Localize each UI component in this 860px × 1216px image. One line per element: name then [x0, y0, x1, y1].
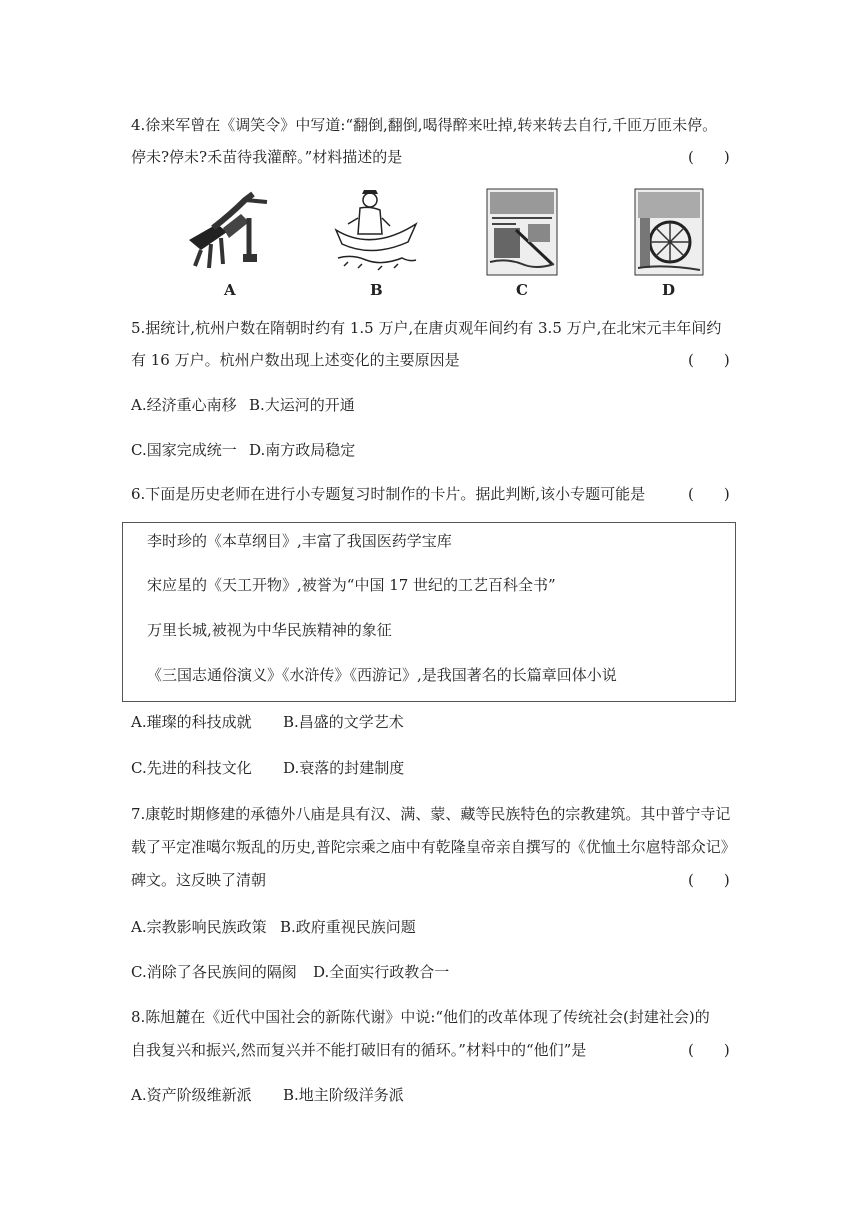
tall-waterwheel-icon	[634, 188, 704, 276]
q5-text-line1: 5.据统计,杭州户数在隋朝时约有 1.5 万户,在唐贞观年间约有 3.5 万户,在北宋元丰年间约	[131, 319, 722, 337]
q7-option-a: A.宗教影响民族政策	[131, 918, 267, 936]
q6-card-box	[122, 522, 736, 702]
q5-option-a: A.经济重心南移	[131, 396, 237, 414]
q6-answer-blank: ( )	[688, 485, 730, 503]
q4-image-c-label: C	[516, 281, 528, 299]
q4-answer-blank: ( )	[688, 148, 730, 166]
q8-option-a: A.资产阶级维新派	[131, 1086, 252, 1104]
q4-text-line2: 停未?停未?禾苗待我灌醉。”材料描述的是	[131, 148, 403, 166]
person-with-boat-tool-icon	[332, 188, 418, 276]
q8-text-line2: 自我复兴和振兴,然而复兴并不能打破旧有的循环。”材料中的“他们”是	[131, 1041, 587, 1059]
q6-card-line: 李时珍的《本草纲目》,丰富了我国医药学宝库	[147, 532, 452, 550]
q7-text-line1: 7.康乾时期修建的承德外八庙是具有汉、满、蒙、藏等民族特色的宗教建筑。其中普宁寺记	[131, 805, 731, 823]
q4-text-line1: 4.徐来军曾在《调笑令》中写道:“翻倒,翻倒,喝得醉来吐掉,转来转去自行,千匝万匝未停。	[131, 116, 718, 134]
curved-pole-plow-icon	[183, 188, 275, 274]
q7-text-line2: 载了平定准噶尔叛乱的历史,普陀宗乘之庙中有乾隆皇帝亲自撰写的《优恤土尔扈特部众记》	[131, 838, 736, 856]
q6-option-a: A.璀璨的科技成就	[131, 713, 252, 731]
waterwheel-scene-icon	[486, 188, 558, 276]
q5-text-line2: 有 16 万户。杭州户数出现上述变化的主要原因是	[131, 351, 460, 369]
q5-option-c: C.国家完成统一	[131, 441, 237, 459]
q6-card-line: 万里长城,被视为中华民族精神的象征	[147, 621, 392, 639]
q8-option-b: B.地主阶级洋务派	[283, 1086, 404, 1104]
q4-image-a-label: A	[224, 281, 236, 299]
q7-option-d: D.全面实行政教合一	[313, 963, 450, 981]
q5-option-d: D.南方政局稳定	[249, 441, 356, 459]
q6-option-d: D.衰落的封建制度	[283, 759, 405, 777]
q5-option-b: B.大运河的开通	[249, 396, 355, 414]
q6-option-b: B.昌盛的文学艺术	[283, 713, 404, 731]
q8-answer-blank: ( )	[688, 1041, 730, 1059]
q6-text-line1: 6.下面是历史老师在进行小专题复习时制作的卡片。据此判断,该小专题可能是	[131, 485, 646, 503]
q4-image-d-label: D	[662, 281, 676, 299]
q7-option-b: B.政府重视民族问题	[280, 918, 416, 936]
q7-option-c: C.消除了各民族间的隔阂	[131, 963, 297, 981]
q6-card-line: 宋应星的《天工开物》,被誉为“中国 17 世纪的工艺百科全书”	[147, 576, 556, 594]
q6-option-c: C.先进的科技文化	[131, 759, 252, 777]
q4-image-b-label: B	[370, 281, 383, 299]
q7-answer-blank: ( )	[688, 871, 730, 889]
q8-text-line1: 8.陈旭麓在《近代中国社会的新陈代谢》中说:“他们的改革体现了传统社会(封建社会)的	[131, 1008, 710, 1026]
q5-answer-blank: ( )	[688, 351, 730, 369]
q6-card-line: 《三国志通俗演义》《水浒传》《西游记》,是我国著名的长篇章回体小说	[147, 666, 617, 684]
q7-text-line3: 碑文。这反映了清朝	[131, 871, 267, 889]
